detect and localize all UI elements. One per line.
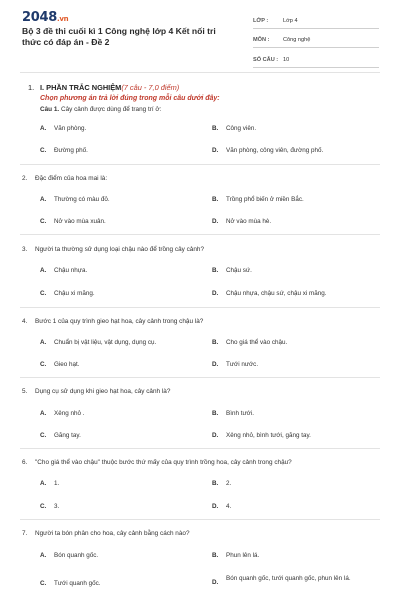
option-letter: B.: [212, 196, 219, 203]
option-text: Bón quanh gốc.: [54, 552, 99, 559]
option-letter: C.: [40, 432, 47, 439]
option-letter: B.: [212, 267, 219, 274]
option-letter: A.: [40, 339, 47, 346]
option-letter: A.: [40, 196, 47, 203]
question-text: Người ta bón phân cho hoa, cây cảnh bằng cách nào?: [35, 530, 190, 537]
question-number: 7.: [22, 530, 28, 537]
option-text: Bón quanh gốc, tưới quanh gốc, phun lên lá.: [226, 575, 351, 582]
option-letter: D.: [212, 503, 219, 510]
q2-option-c[interactable]: [40, 218, 200, 227]
option-text: Trồng phổ biến ở miền Bắc.: [226, 196, 304, 203]
divider: [20, 72, 380, 73]
q5-option-a[interactable]: [40, 410, 200, 419]
page-header: [0, 0, 400, 72]
q4-option-a[interactable]: [40, 339, 200, 348]
q5-option-b[interactable]: [212, 410, 380, 419]
option-letter: D.: [212, 290, 219, 297]
question-text: Đặc điểm của hoa mai là:: [35, 175, 108, 182]
option-letter: B.: [212, 339, 219, 346]
option-letter: D.: [212, 218, 219, 225]
section-instruction: Chọn phương án trả lời đúng trong mỗi câu dưới đây:: [40, 95, 220, 102]
option-text: 2.: [226, 480, 232, 487]
q1-option-b[interactable]: [212, 125, 380, 134]
question-text: Dụng cụ sử dụng khi gieo hạt hoa, cây cảnh là?: [35, 388, 171, 395]
divider: [20, 234, 380, 235]
option-text: Tưới quanh gốc.: [54, 580, 101, 587]
divider: [20, 519, 380, 520]
option-text: 1.: [54, 480, 60, 487]
option-letter: B.: [212, 480, 219, 487]
option-text: Thường có màu đỏ.: [54, 196, 110, 203]
q5-option-c[interactable]: [40, 432, 200, 441]
question-text: Người ta thường sử dụng loại chậu nào để trồng cây cảnh?: [35, 246, 205, 253]
question-4: [22, 318, 203, 325]
meta-row-count: [253, 53, 379, 68]
meta-row-subject: [253, 34, 379, 49]
question-text: "Cho giá thể vào chậu" thuộc bước thứ mấy của quy trình trồng hoa, cây cảnh trong chậu?: [35, 459, 292, 466]
question-text: Bước 1 của quy trình gieo hạt hoa, cây cảnh trong chậu là?: [35, 318, 204, 325]
site-logo[interactable]: [22, 10, 68, 25]
q3-option-c[interactable]: [40, 290, 200, 299]
meta-info: [253, 14, 379, 73]
meta-label: MÔN :: [253, 37, 270, 44]
option-text: Gieo hạt.: [54, 361, 80, 368]
question-number: 2.: [22, 175, 28, 182]
option-letter: D.: [212, 579, 219, 586]
logo-suffix: .vn: [56, 15, 69, 23]
question-number: 4.: [22, 318, 28, 325]
option-letter: A.: [40, 410, 47, 417]
divider: [20, 307, 380, 308]
option-text: Tưới nước.: [226, 361, 259, 368]
q6-option-b[interactable]: [212, 480, 380, 489]
section-number: 1.: [28, 83, 35, 92]
option-text: Phun lên lá.: [226, 552, 260, 559]
q7-option-d[interactable]: [212, 575, 372, 586]
question-5: [22, 388, 170, 395]
q7-option-a[interactable]: [40, 552, 200, 561]
option-text: 4.: [226, 503, 232, 510]
section-title: I. PHẦN TRẮC NGHIỆM: [40, 83, 122, 92]
meta-value: 10: [283, 56, 290, 63]
option-text: Đường phố.: [54, 147, 88, 154]
option-letter: D.: [212, 147, 219, 154]
question-list: [0, 72, 400, 600]
meta-row-class: [253, 14, 379, 29]
q7-option-c[interactable]: [40, 580, 200, 589]
q1-option-c[interactable]: [40, 147, 200, 156]
q2-option-a[interactable]: [40, 196, 200, 205]
section-note: (7 câu - 7,0 điểm): [121, 83, 180, 92]
q5-option-d[interactable]: [212, 432, 380, 441]
option-letter: C.: [40, 503, 47, 510]
meta-value: Lớp 4: [283, 17, 298, 24]
divider: [20, 164, 380, 165]
question-number: 6.: [22, 459, 28, 466]
q6-option-d[interactable]: [212, 503, 380, 512]
option-letter: A.: [40, 267, 47, 274]
option-text: Nở vào mùa xuân.: [54, 218, 106, 225]
q6-option-a[interactable]: [40, 480, 200, 489]
question-number: 3.: [22, 246, 28, 253]
option-letter: D.: [212, 432, 219, 439]
q2-option-d[interactable]: [212, 218, 380, 227]
option-letter: A.: [40, 552, 47, 559]
option-letter: A.: [40, 480, 47, 487]
option-text: Chuẩn bị vật liệu, vật dụng, dụng cụ.: [54, 339, 157, 346]
q3-option-a[interactable]: [40, 267, 200, 276]
option-text: Công viên.: [226, 125, 257, 132]
option-letter: B.: [212, 552, 219, 559]
option-letter: C.: [40, 147, 47, 154]
logo-text: 2048: [22, 10, 57, 25]
question-1-text: [40, 106, 161, 113]
meta-label: SỐ CÂU :: [253, 56, 279, 63]
option-letter: B.: [212, 410, 219, 417]
section-heading: [28, 83, 179, 92]
question-number: 5.: [22, 388, 28, 395]
option-text: Bình tưới.: [226, 410, 254, 417]
option-text: Chậu sứ.: [226, 267, 252, 274]
option-letter: A.: [40, 125, 47, 132]
option-text: Chậu nhựa.: [54, 267, 88, 274]
option-text: Cho giá thể vào chậu.: [226, 339, 288, 346]
question-6: [22, 459, 292, 466]
q1-option-a[interactable]: [40, 125, 200, 134]
option-text: Găng tay.: [54, 432, 81, 439]
option-text: Văn phòng, công viên, đường phố.: [226, 147, 324, 154]
question-2: [22, 175, 107, 182]
question-text: Cây cảnh được dùng để trang trí ở:: [60, 106, 162, 113]
q3-option-d[interactable]: [212, 290, 380, 299]
divider: [20, 448, 380, 449]
option-letter: C.: [40, 218, 47, 225]
meta-value: Công nghệ: [283, 37, 311, 44]
divider: [20, 377, 380, 378]
option-letter: C.: [40, 290, 47, 297]
option-letter: C.: [40, 580, 47, 587]
question-7: [22, 530, 190, 537]
document-title: Bộ 3 đề thi cuối kì 1 Công nghệ lớp 4 Kết nối tri thức có đáp án - Đề 2: [22, 26, 216, 47]
option-text: Xẻng nhỏ .: [54, 410, 85, 417]
q7-option-b[interactable]: [212, 552, 380, 561]
option-text: 3.: [54, 503, 60, 510]
option-text: Xẻng nhỏ, bình tưới, găng tay.: [226, 432, 311, 439]
q3-option-b[interactable]: [212, 267, 380, 276]
q4-option-d[interactable]: [212, 361, 380, 370]
q2-option-b[interactable]: [212, 196, 380, 205]
q1-option-d[interactable]: [212, 147, 380, 156]
q6-option-c[interactable]: [40, 503, 200, 512]
option-text: Chậu nhựa, chậu sứ, chậu xi măng.: [226, 290, 327, 297]
option-letter: B.: [212, 125, 219, 132]
question-label: Câu 1.: [40, 106, 60, 113]
option-text: Văn phòng.: [54, 125, 87, 132]
meta-label: LỚP :: [253, 17, 269, 24]
option-letter: D.: [212, 361, 219, 368]
question-3: [22, 246, 204, 253]
option-letter: C.: [40, 361, 47, 368]
q4-option-b[interactable]: [212, 339, 380, 348]
option-text: Chậu xi măng.: [54, 290, 95, 297]
q4-option-c[interactable]: [40, 361, 200, 370]
option-text: Nở vào mùa hè.: [226, 218, 272, 225]
